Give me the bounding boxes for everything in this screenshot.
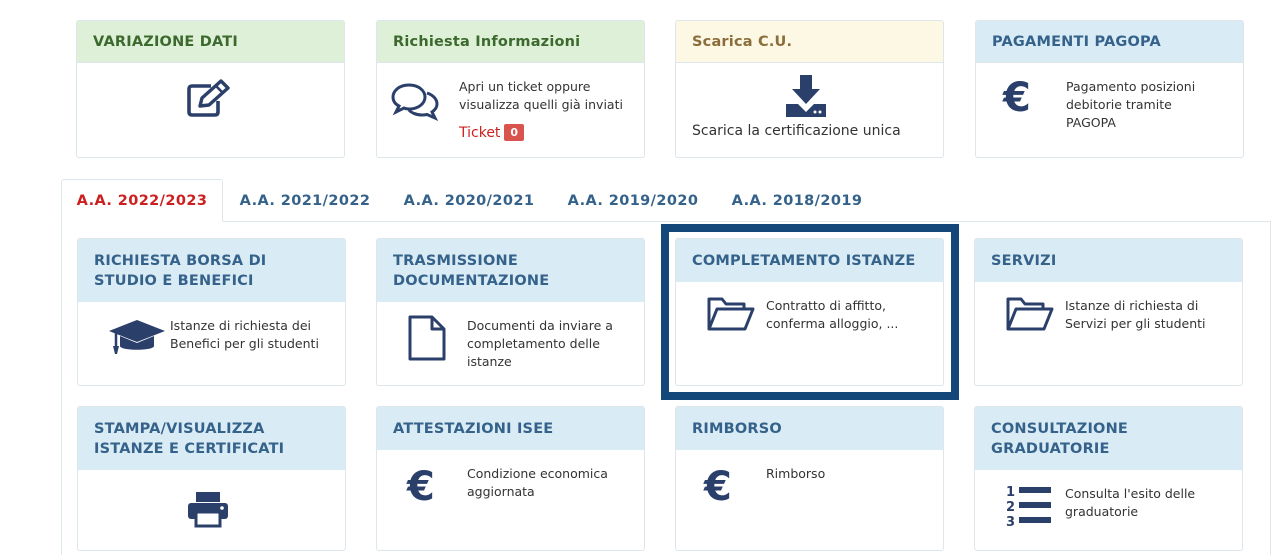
card-title: CONSULTAZIONE GRADUATORIE xyxy=(975,407,1242,470)
download-icon xyxy=(783,73,829,119)
ordered-list-icon xyxy=(1005,482,1053,528)
card-title: RIMBORSO xyxy=(676,407,943,450)
svg-text:3: 3 xyxy=(1006,515,1016,528)
card-description: Istanze di richiesta dei Benefici per gli studenti xyxy=(170,318,319,351)
card-borsa-studio[interactable] xyxy=(77,238,346,386)
card-title: SERVIZI xyxy=(975,239,1242,282)
folder-open-icon xyxy=(1005,295,1055,333)
tab-2021-2022[interactable]: A.A. 2021/2022 xyxy=(239,192,371,209)
card-richiesta-informazioni[interactable] xyxy=(376,20,645,158)
card-description: Rimborso xyxy=(766,466,826,481)
card-title: COMPLETAMENTO ISTANZE xyxy=(676,239,943,282)
euro-icon: € xyxy=(1003,75,1031,121)
comments-icon xyxy=(391,81,439,121)
card-title: ATTESTAZIONI ISEE xyxy=(377,407,644,450)
card-description: Consulta l'esito delle graduatorie xyxy=(1065,486,1196,519)
card-completamento-istanze[interactable] xyxy=(675,238,944,386)
card-trasmissione-documentazione[interactable] xyxy=(376,238,645,386)
tab-2018-2019[interactable]: A.A. 2018/2019 xyxy=(731,192,863,209)
svg-text:2: 2 xyxy=(1006,500,1016,515)
card-description: Istanze di richiesta di Servizi per gli studenti xyxy=(1065,298,1206,331)
svg-text:1: 1 xyxy=(1006,485,1016,500)
card-servizi[interactable] xyxy=(974,238,1243,386)
file-icon xyxy=(407,314,447,362)
tab-2019-2020[interactable]: A.A. 2019/2020 xyxy=(567,192,699,209)
ticket-count-badge: 0 xyxy=(504,124,524,141)
card-attestazioni-isee[interactable] xyxy=(376,406,645,551)
year-tabs xyxy=(61,179,1257,222)
card-rimborso[interactable] xyxy=(675,406,944,551)
card-title: VARIAZIONE DATI xyxy=(77,21,344,63)
card-variazione-dati[interactable] xyxy=(76,20,345,158)
card-description: Scarica la certificazione unica xyxy=(692,123,901,139)
tab-2020-2021[interactable]: A.A. 2020/2021 xyxy=(403,192,535,209)
graduation-cap-icon xyxy=(108,318,166,356)
euro-icon: € xyxy=(407,464,435,510)
folder-open-icon xyxy=(706,295,756,333)
card-scarica-cu[interactable] xyxy=(675,20,944,158)
card-description: Pagamento posizioni debitorie tramite PAGOPA xyxy=(1066,79,1196,130)
card-title: PAGAMENTI PAGOPA xyxy=(976,21,1243,63)
printer-icon xyxy=(186,490,230,528)
card-title: RICHIESTA BORSA DI STUDIO E BENEFICI xyxy=(78,239,345,302)
euro-icon: € xyxy=(704,464,732,510)
card-description: Documenti da inviare a completamento delle istanze xyxy=(467,318,613,369)
tab-2022-2023[interactable]: A.A. 2022/2023 xyxy=(61,179,223,222)
card-stampa-visualizza[interactable] xyxy=(77,406,346,551)
card-description: Condizione economica aggiornata xyxy=(467,466,608,499)
card-pagamenti-pagopa[interactable] xyxy=(975,20,1244,158)
card-description: Contratto di affitto, conferma alloggio, ... xyxy=(766,298,899,331)
card-title: STAMPA/VISUALIZZA ISTANZE E CERTIFICATI xyxy=(78,407,345,470)
ticket-label: Ticket xyxy=(459,125,501,141)
card-title: Scarica C.U. xyxy=(676,21,943,63)
card-title: TRASMISSIONE DOCUMENTAZIONE xyxy=(377,239,644,302)
ticket-link[interactable] xyxy=(459,122,524,141)
card-description: Apri un ticket oppure visualizza quelli già inviati xyxy=(459,79,623,112)
card-title: Richiesta Informazioni xyxy=(377,21,644,63)
edit-icon xyxy=(187,79,233,117)
card-consultazione-graduatorie[interactable] xyxy=(974,406,1243,551)
